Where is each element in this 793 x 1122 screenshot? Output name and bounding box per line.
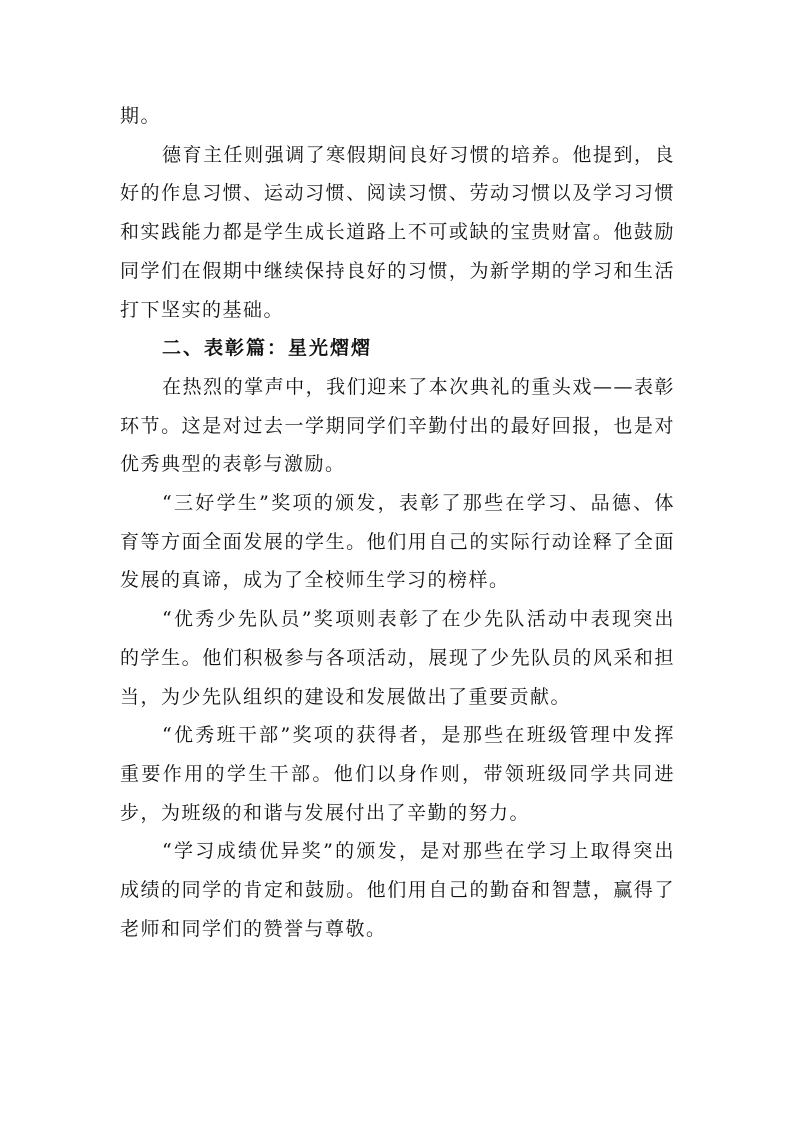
paragraph-young-pioneers: “优秀少先队员”奖项则表彰了在少先队活动中表现突出的学生。他们积极参与各项活动，展现了少先队员的风采和担当，为少先队组织的建设和发展做出了重要贡献。 [120,608,675,708]
paragraph-class-cadres: “优秀班干部”奖项的获得者，是那些在班级管理中发挥重要作用的学生干部。他们以身作则，带领班级同学共同进步，为班级的和谐与发展付出了辛勤的努力。 [120,724,675,824]
paragraph-continuation: 期。 [120,105,162,127]
paragraph-moral-education: 德育主任则强调了寒假期间良好习惯的培养。他提到，良好的作息习惯、运动习惯、阅读习惯、劳动习惯以及学习习惯和实践能力都是学生成长道路上不可或缺的宝贵财富。他鼓励同学们在假期中继续保持良好的习惯，为新学期的学习和生活打下坚实的基础。 [120,143,675,321]
paragraph-academic-excellence: “学习成绩优异奖”的颁发，是对那些在学习上取得突出成绩的同学的肯定和鼓励。他们用自己的勤奋和智慧，赢得了老师和同学们的赞誉与尊敬。 [120,840,675,940]
section-heading-awards: 二、表彰篇：星光熠熠 [162,337,373,360]
document-body [120,97,675,948]
paragraph-awards-intro: 在热烈的掌声中，我们迎来了本次典礼的重头戏——表彰环节。这是对过去一学期同学们辛勤付出的最好回报，也是对优秀典型的表彰与激励。 [120,375,675,476]
paragraph-three-good-students: “三好学生”奖项的颁发，表彰了那些在学习、品德、体育等方面全面发展的学生。他们用自己的实际行动诠释了全面发展的真谛，成为了全校师生学习的榜样。 [120,492,675,592]
